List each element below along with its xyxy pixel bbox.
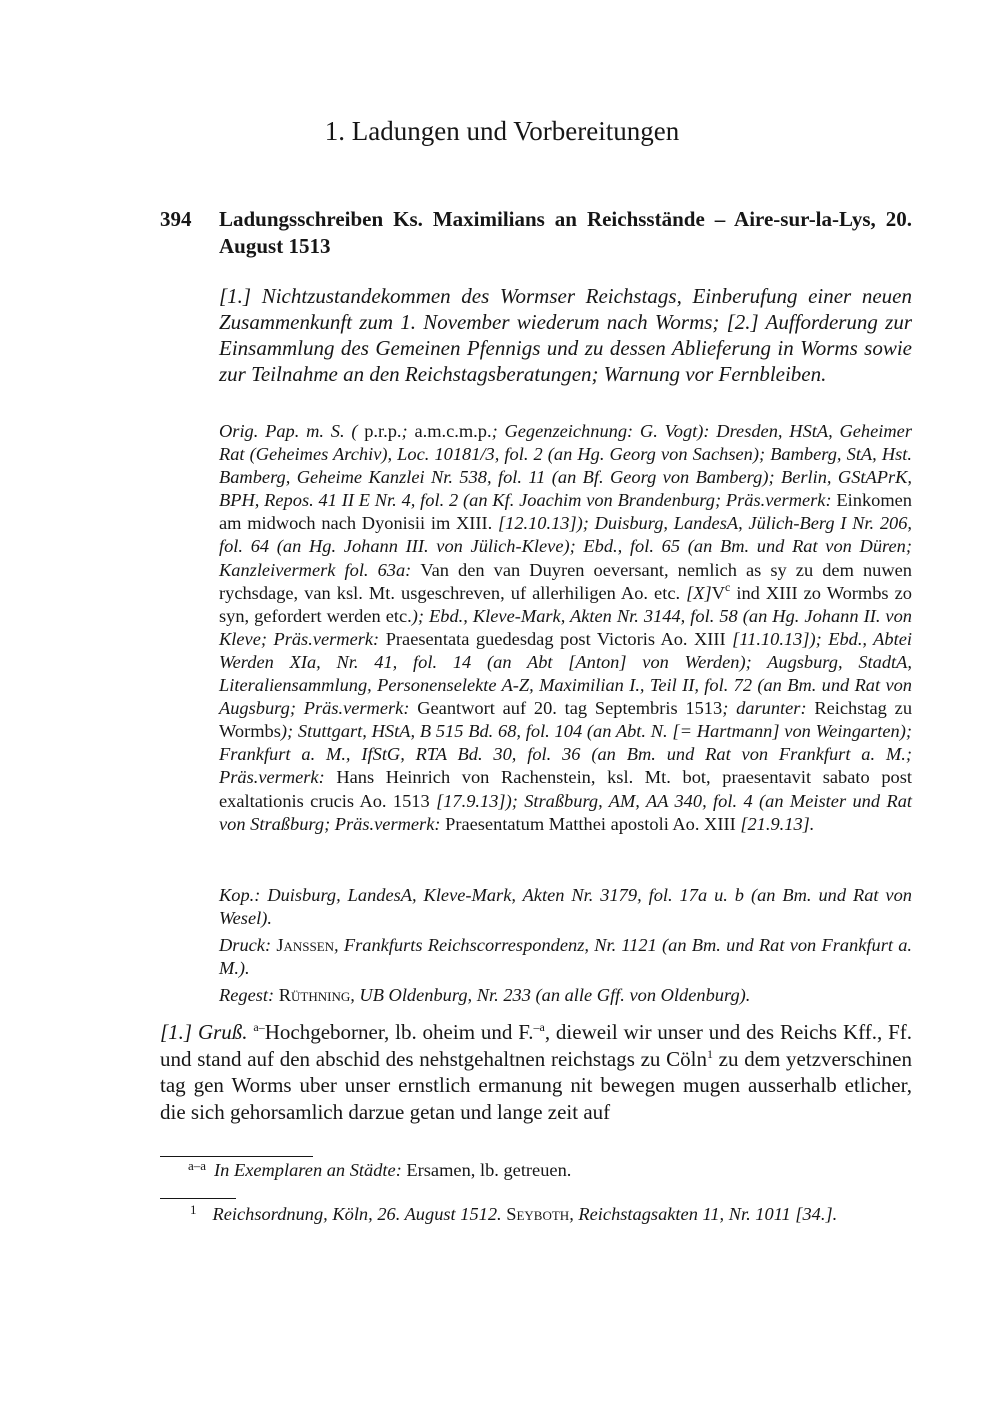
- footnote-variant-label: In Exemplaren an Städte:: [214, 1160, 407, 1180]
- source-segment: [21.9.13].: [740, 813, 815, 834]
- regest-reference: , UB Oldenburg, Nr. 233 (an alle Gff. von Oldenburg).: [350, 985, 751, 1005]
- body-text-part-1: , dieweil wir unser und des Reichs Kff., Ff. und stand auf den abschid des nehstgehaltnen reichstags zu Cöln: [160, 1020, 912, 1071]
- document-body: [160, 1019, 912, 1125]
- body-text-part-2: zu dem yetzverschinen tag gen Worms uber unser ernstlich ermanung nit bewegen mugen ausserhalb etlicher, die sich gehorsamlich darzue getan und lange zeit auf: [160, 1046, 912, 1124]
- source-segment: Hans Heinrich von Rachenstein, ksl. Mt. bot, praesentavit sabato post exaltationis crucis Ao. 1513: [219, 767, 913, 811]
- source-segment: ;: [401, 421, 415, 441]
- footnote-divider-notes: [160, 1198, 236, 1199]
- document-number: 394: [160, 207, 192, 231]
- footnote-variant-a: [188, 1159, 571, 1182]
- source-segment: ; Gegenzeichnung: G. Vogt): Dresden, HStA, Geheimer Rat (Geheimes Archiv), Loc. 10181/3, fol. 2 (an Hg. Georg von Sachsen); Bamberg, StA, Hst. Bamberg, Geheime Kanzlei Nr. 538, fol. 11 (an Bf. Georg von Bamberg); Berlin, GStAPrK, BPH, Repos. 41 II E Nr. 4, fol. 2 (an Kf. Joachim von Brandenburg; Präs.vermerk:: [219, 421, 912, 511]
- source-segment: Praesentatum Matthei apostoli Ao. XIII: [445, 813, 741, 834]
- source-segment: Praesentata guedesdag post Victoris Ao. XIII: [385, 628, 733, 649]
- footnote-1-marker: 1: [190, 1202, 197, 1217]
- footnote-1-text-a: Reichsordnung, Köln, 26. August 1512.: [212, 1204, 507, 1224]
- source-segment: Van den van Duyren oeversant, nemlich as sy zu dem nuwen rychsdage, van ksl. Mt. usgeschreven, uf allerhiligen Ao. etc.: [219, 559, 912, 603]
- source-segment: ind XIII zo Wormbs zo syn, gefordert werden etc.: [219, 582, 912, 626]
- print-reference: , Frankfurts Reichscorrespondenz, Nr. 1121 (an Bm. und Rat von Frankfurt a. M.).: [219, 935, 912, 979]
- source-segment: a.m.c.m.p.: [414, 421, 492, 441]
- source-segment: V: [711, 582, 725, 603]
- chapter-title: 1. Ladungen und Vorbereitungen: [324, 116, 680, 146]
- footnote-variant-text: Ersamen, lb. getreuen.: [406, 1160, 572, 1180]
- regest-author: Rüthning: [278, 985, 351, 1005]
- regest-label: Regest:: [219, 985, 279, 1005]
- footnote-1: [160, 1203, 912, 1226]
- source-print: [219, 934, 912, 980]
- source-segment: Einkomen am midwoch nach Dyonisii im XIII.: [219, 490, 912, 534]
- source-segment: Geantwort auf 20. tag Septembris 1513: [417, 698, 723, 719]
- print-author: Janssen: [276, 935, 335, 955]
- source-segment: [11.10.13]); Ebd., Abtei Werden XIa, Nr. 41, fol. 14 (an Abt [Anton] von Werden); Augsburg, StadtA, Literaliensammlung, Personenselekte A-Z, Maximilian I., Teil II, fol. 72 (an Bm. und Rat von Augsburg; Präs.vermerk:: [219, 628, 912, 719]
- source-regest: [219, 984, 912, 1007]
- source-originals: [219, 420, 912, 836]
- source-copy: Kop.: Duisburg, LandesA, Kleve-Mark, Akten Nr. 3179, fol. 17a u. b (an Bm. und Rat von Wesel).: [219, 885, 912, 929]
- footnote-1-author: Seyboth: [506, 1204, 570, 1224]
- source-segment: [17.9.13]); Straßburg, AM, AA 340, fol. 4 (an Meister und Rat von Straßburg; Präs.vermerk:: [219, 790, 912, 834]
- footnote-1-text-b: , Reichstagsakten 11, Nr. 1011 [34.].: [569, 1204, 838, 1224]
- document-title: Ladungsschreiben Ks. Maximilians an Reichsstände – Aire-sur-la-Lys, 20. August 1513: [219, 207, 912, 258]
- source-segment: ); Ebd., Kleve-Mark, Akten Nr. 3144, fol. 58 (an Hg. Johann II. von Kleve; Präs.vermerk:: [219, 605, 912, 649]
- variant-marker-close: –a: [533, 1020, 545, 1034]
- source-segment: ); Stuttgart, HStA, B 515 Bd. 68, fol. 104 (an Abt. N. [= Hartmann] von Weingarten); Frankfurt a. M., IfStG, RTA Bd. 30, fol. 36 (an Bm. und Rat von Frankfurt a. M.; Präs.vermerk:: [219, 721, 912, 788]
- section-label: [1.] Gruß.: [160, 1020, 248, 1044]
- print-label: Druck:: [219, 935, 277, 955]
- greeting-text: Hochgeborner, lb. oheim und F.: [264, 1020, 534, 1044]
- source-segment: [X]: [686, 582, 712, 603]
- footnote-divider-variants: [160, 1156, 313, 1157]
- footnote-reference[interactable]: 1: [706, 1046, 713, 1061]
- footnote-variant-marker: a–a: [188, 1158, 207, 1173]
- source-segment: ; darunter:: [722, 698, 815, 719]
- source-segment: p.r.p.: [364, 421, 402, 441]
- variant-marker-open: a–: [253, 1020, 265, 1034]
- document-regest: [1.] Nichtzustandekommen des Wormser Reichstags, Einberufung einer neuen Zusammenkunft zum 1. November wiederum nach Worms; [2.] Aufforderung zur Einsammlung des Gemeinen Pfennigs und zu dessen Ablieferung in Worms sowie zur Teilnahme an den Reichstagsberatungen; Warnung vor Fernbleiben.: [219, 284, 912, 386]
- source-segment: Reichstag zu Wormbs: [219, 698, 913, 742]
- source-segment: c: [724, 579, 731, 594]
- source-segment: Orig. Pap. m. S. (: [219, 421, 365, 441]
- source-segment: [12.10.13]); Duisburg, LandesA, Jülich-Berg I Nr. 206, fol. 64 (an Hg. Johann III. von Jülich-Kleve); Ebd., fol. 65 (an Bm. und Rat von Düren; Kanzleivermerk fol. 63a:: [219, 513, 912, 580]
